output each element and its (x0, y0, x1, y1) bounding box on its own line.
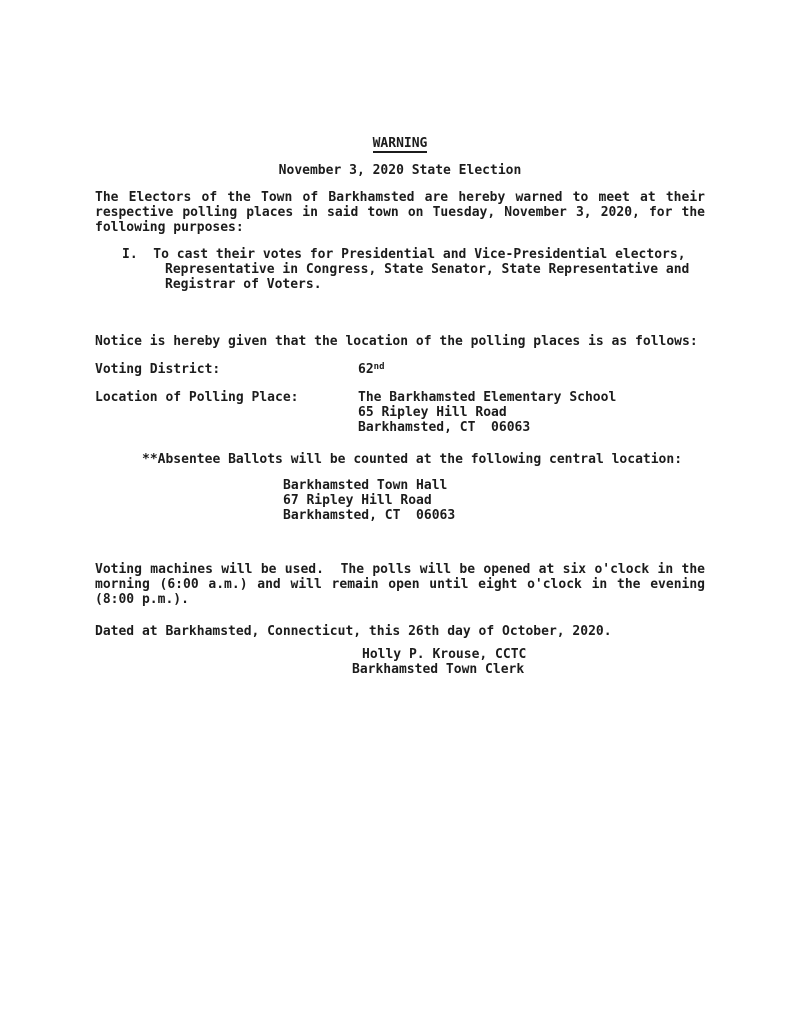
polling-place-label: Location of Polling Place: (95, 390, 299, 405)
polling-place-address (358, 390, 616, 435)
central-location-line-3: Barkhamsted, CT 06063 (283, 508, 456, 523)
purpose-line-1: I. To cast their votes for Presidential and Vice-Presidential electors, (122, 247, 686, 262)
hours-paragraph (95, 562, 705, 607)
intro-paragraph (95, 190, 705, 235)
intro-line-3: following purposes: (95, 220, 244, 235)
purpose-line-3: Registrar of Voters. (165, 277, 322, 292)
document-subtitle: November 3, 2020 State Election (278, 163, 522, 178)
document-title: WARNING (372, 136, 428, 151)
signature-name: Holly P. Krouse, CCTC (362, 647, 527, 662)
central-location-line-1: Barkhamsted Town Hall (283, 478, 448, 493)
purpose-line-2: Representative in Congress, State Senator, State Representative and (165, 262, 690, 277)
dated-line: Dated at Barkhamsted, Connecticut, this 26th day of October, 2020. (95, 624, 612, 639)
hours-line-2: morning (6:00 a.m.) and will remain open until eight o'clock in the evening (95, 577, 705, 592)
polling-place-line-2: 65 Ripley Hill Road (358, 405, 507, 420)
hours-line-3: (8:00 p.m.). (95, 592, 189, 607)
notice-text: Notice is hereby given that the location of the polling places is as follows: (95, 334, 698, 349)
central-location-address (283, 478, 455, 523)
absentee-note: **Absentee Ballots will be counted at the following central location: (142, 452, 683, 467)
intro-line-1: The Electors of the Town of Barkhamsted are hereby warned to meet at their (95, 190, 705, 205)
signature-title: Barkhamsted Town Clerk (352, 662, 525, 677)
title-row (0, 136, 800, 153)
voting-district-value (358, 362, 385, 377)
polling-place-line-1: The Barkhamsted Elementary School (358, 390, 617, 405)
polling-place-line-3: Barkhamsted, CT 06063 (358, 420, 531, 435)
hours-line-1: Voting machines will be used. The polls will be opened at six o'clock in the (95, 562, 705, 577)
intro-line-2: respective polling places in said town on Tuesday, November 3, 2020, for the (95, 205, 705, 220)
voting-district-ordinal: nd (373, 362, 385, 372)
voting-district-label: Voting District: (95, 362, 221, 377)
central-location-line-2: 67 Ripley Hill Road (283, 493, 432, 508)
voting-district-number: 62 (358, 362, 374, 377)
